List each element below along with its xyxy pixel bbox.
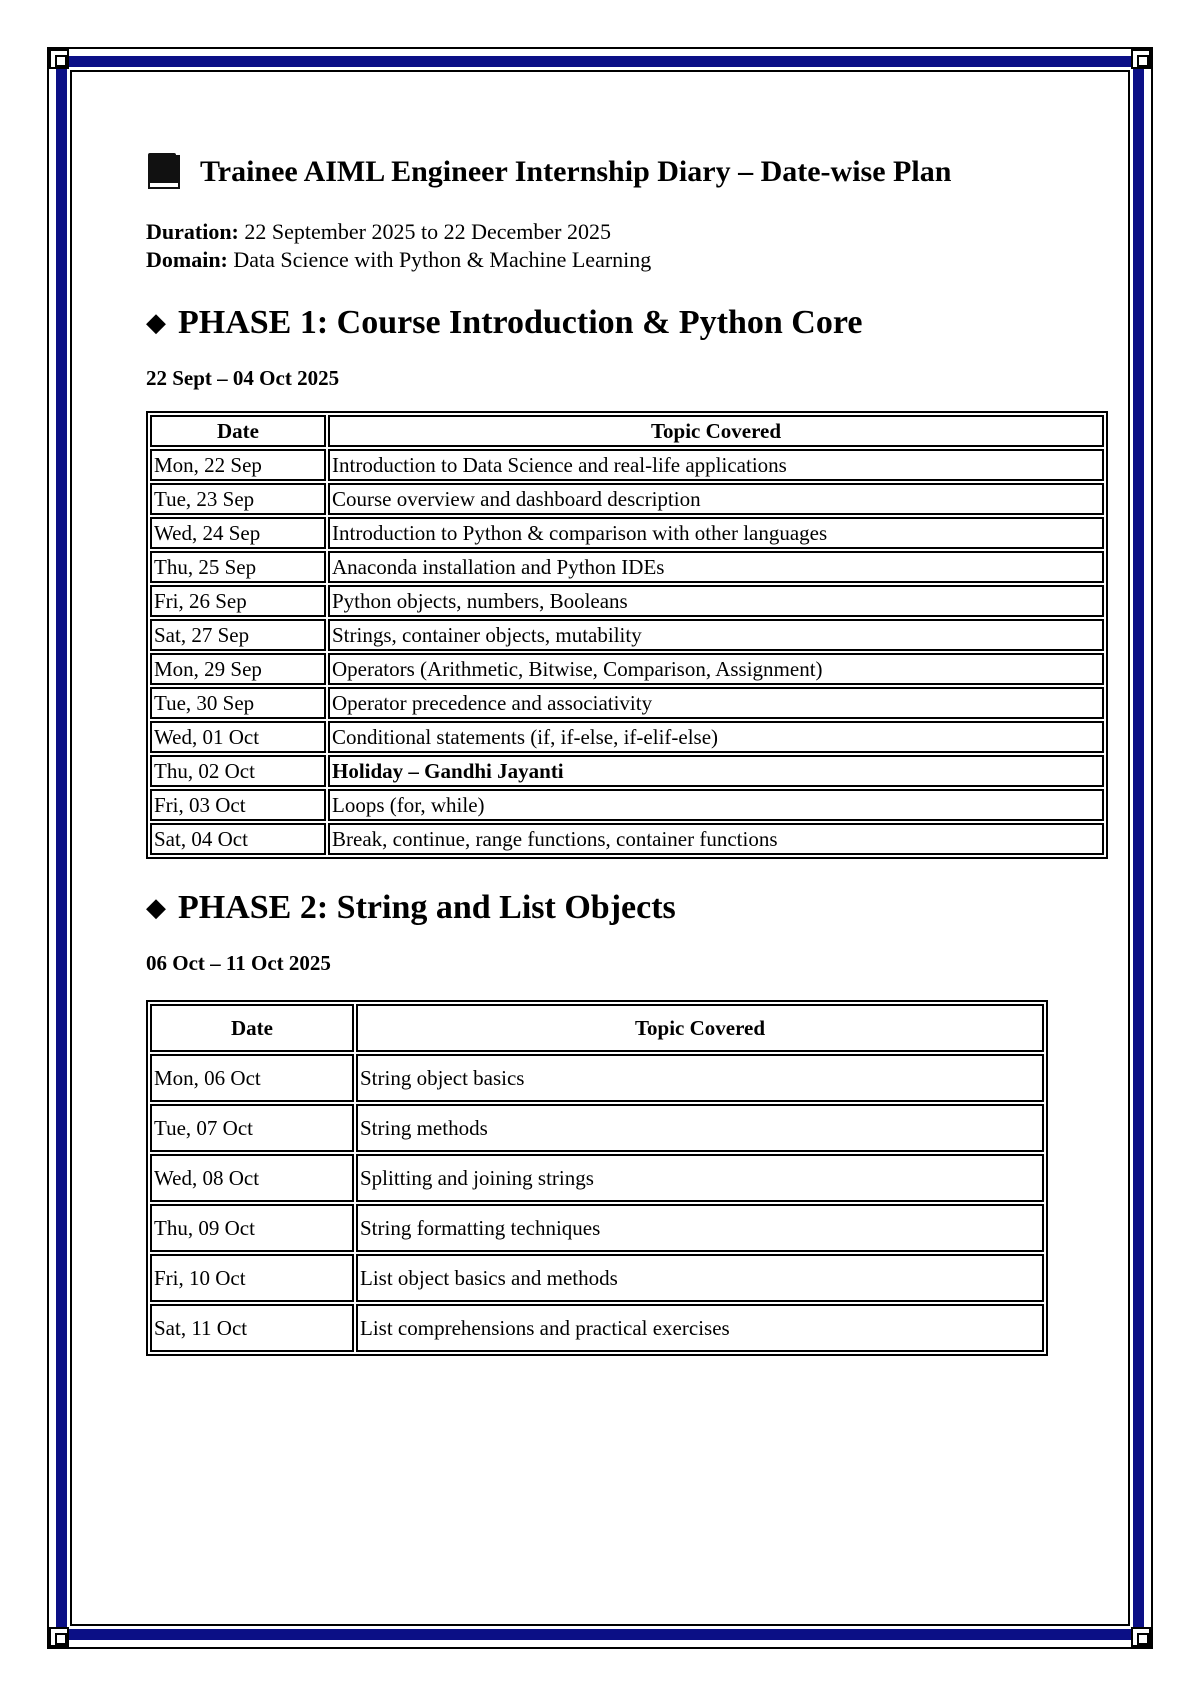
phase-1-table	[146, 411, 1108, 859]
document-title-text: Trainee AIML Engineer Internship Diary – Date-wise Plan	[200, 155, 952, 188]
domain-value: Data Science with Python & Machine Learning	[227, 247, 652, 272]
date-cell: Tue, 30 Sep	[150, 687, 326, 719]
holiday-topic-cell: Holiday – Gandhi Jayanti	[328, 755, 1104, 787]
topic-cell: Introduction to Python & comparison with other languages	[328, 517, 1104, 549]
table-row	[150, 1204, 1044, 1252]
date-cell: Tue, 23 Sep	[150, 483, 326, 515]
phase-2-heading	[146, 889, 1106, 927]
date-cell: Sat, 04 Oct	[150, 823, 326, 855]
table-row	[150, 1254, 1044, 1302]
diamond-icon: ◆	[146, 893, 166, 922]
topic-cell: Python objects, numbers, Booleans	[328, 585, 1104, 617]
topic-cell: Conditional statements (if, if-else, if-elif-else)	[328, 721, 1104, 753]
phase-2-table	[146, 1000, 1048, 1356]
table-row	[150, 483, 1104, 515]
date-cell: Sat, 11 Oct	[150, 1304, 354, 1352]
date-cell: Thu, 02 Oct	[150, 755, 326, 787]
phase-2-heading-text: PHASE 2: String and List Objects	[178, 889, 676, 926]
corner-ornament-top-right	[1131, 49, 1151, 69]
table-row	[150, 789, 1104, 821]
table-row	[150, 619, 1104, 651]
topic-cell: List comprehensions and practical exercises	[356, 1304, 1044, 1352]
topic-cell: Course overview and dashboard description	[328, 483, 1104, 515]
table-row	[150, 1154, 1044, 1202]
column-header-topic: Topic Covered	[356, 1004, 1044, 1052]
domain-label: Domain:	[146, 247, 228, 272]
table-row	[150, 653, 1104, 685]
duration-label: Duration:	[146, 219, 239, 244]
topic-cell: String object basics	[356, 1054, 1044, 1102]
corner-ornament-bottom-left	[49, 1627, 69, 1647]
table-row	[150, 1054, 1044, 1102]
table-row	[150, 687, 1104, 719]
date-cell: Mon, 06 Oct	[150, 1054, 354, 1102]
date-cell: Wed, 08 Oct	[150, 1154, 354, 1202]
date-cell: Wed, 01 Oct	[150, 721, 326, 753]
table-row	[150, 823, 1104, 855]
document-title	[146, 150, 1106, 194]
phase-1-heading-text: PHASE 1: Course Introduction & Python Core	[178, 304, 863, 341]
table-row	[150, 449, 1104, 481]
date-cell: Fri, 03 Oct	[150, 789, 326, 821]
topic-cell: Operators (Arithmetic, Bitwise, Comparison, Assignment)	[328, 653, 1104, 685]
topic-cell: String formatting techniques	[356, 1204, 1044, 1252]
table-row	[150, 1304, 1044, 1352]
domain-line	[146, 246, 1106, 274]
topic-cell: Operator precedence and associativity	[328, 687, 1104, 719]
topic-cell: String methods	[356, 1104, 1044, 1152]
topic-cell: Anaconda installation and Python IDEs	[328, 551, 1104, 583]
column-header-date: Date	[150, 415, 326, 447]
date-cell: Tue, 07 Oct	[150, 1104, 354, 1152]
duration-value: 22 September 2025 to 22 December 2025	[238, 219, 611, 244]
topic-cell: Introduction to Data Science and real-life applications	[328, 449, 1104, 481]
date-cell: Fri, 26 Sep	[150, 585, 326, 617]
table-header-row	[150, 415, 1104, 447]
topic-cell: List object basics and methods	[356, 1254, 1044, 1302]
topic-cell: Strings, container objects, mutability	[328, 619, 1104, 651]
corner-ornament-bottom-right	[1131, 1627, 1151, 1647]
date-cell: Thu, 25 Sep	[150, 551, 326, 583]
date-cell: Wed, 24 Sep	[150, 517, 326, 549]
table-row	[150, 721, 1104, 753]
phase-2-date-range: 06 Oct – 11 Oct 2025	[146, 951, 331, 975]
document-meta	[146, 218, 1106, 274]
phase-1-date-range: 22 Sept – 04 Oct 2025	[146, 366, 340, 390]
date-cell: Thu, 09 Oct	[150, 1204, 354, 1252]
document-body	[146, 150, 1106, 1356]
table-row	[150, 517, 1104, 549]
corner-ornament-top-left	[49, 49, 69, 69]
duration-line	[146, 218, 1106, 246]
table-row	[150, 1104, 1044, 1152]
column-header-topic: Topic Covered	[328, 415, 1104, 447]
table-row	[150, 585, 1104, 617]
topic-cell: Break, continue, range functions, container functions	[328, 823, 1104, 855]
date-cell: Fri, 10 Oct	[150, 1254, 354, 1302]
column-header-date: Date	[150, 1004, 354, 1052]
table-row	[150, 551, 1104, 583]
topic-cell: Loops (for, while)	[328, 789, 1104, 821]
table-header-row	[150, 1004, 1044, 1052]
date-cell: Mon, 22 Sep	[150, 449, 326, 481]
phase-1-heading	[146, 304, 1106, 342]
diamond-icon: ◆	[146, 308, 166, 337]
date-cell: Sat, 27 Sep	[150, 619, 326, 651]
table-row-holiday	[150, 755, 1104, 787]
topic-cell: Splitting and joining strings	[356, 1154, 1044, 1202]
book-icon	[146, 153, 180, 191]
date-cell: Mon, 29 Sep	[150, 653, 326, 685]
